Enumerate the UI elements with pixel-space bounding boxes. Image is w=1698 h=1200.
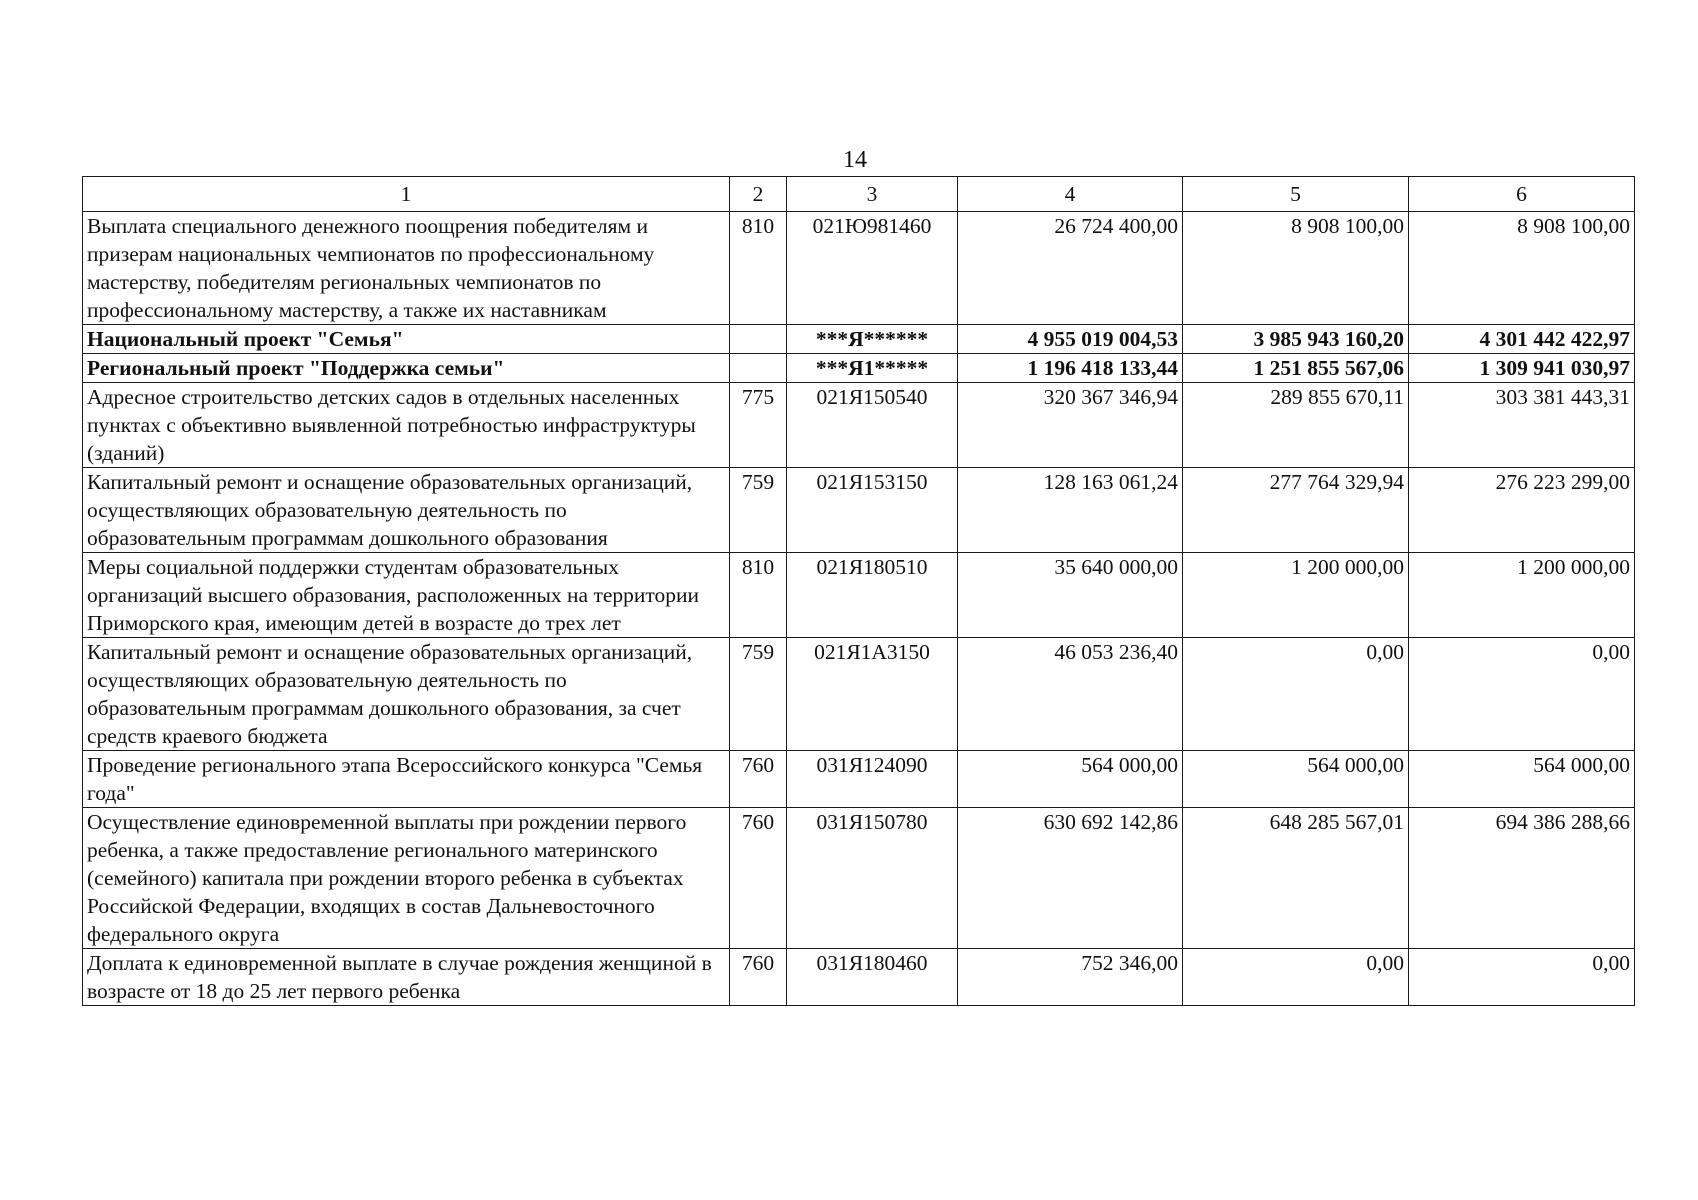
table-row — [83, 638, 1635, 751]
row-value-6: 694 386 288,66 — [1409, 808, 1635, 949]
row-code — [730, 354, 787, 383]
row-value-5: 1 200 000,00 — [1183, 553, 1409, 638]
row-csr: ***Я****** — [787, 325, 958, 354]
row-name: Капитальный ремонт и оснащение образовательных организаций, осуществляющих образовательную деятельность по образовательным программам дошкольного образования, за счет средств краевого бюджета — [83, 638, 730, 751]
budget-table — [82, 176, 1635, 1006]
row-value-5: 289 855 670,11 — [1183, 383, 1409, 468]
row-code: 760 — [730, 949, 787, 1006]
row-code: 759 — [730, 468, 787, 553]
row-name: Адресное строительство детских садов в отдельных населенных пунктах с объективно выявленной потребностью инфраструктуры (зданий) — [83, 383, 730, 468]
row-code: 810 — [730, 553, 787, 638]
row-csr: 031Я124090 — [787, 751, 958, 808]
table-row — [83, 212, 1635, 325]
table-row — [83, 949, 1635, 1006]
row-value-4: 320 367 346,94 — [958, 383, 1183, 468]
row-name: Меры социальной поддержки студентам образовательных организаций высшего образования, расположенных на территории Приморского края, имеющим детей в возрасте до трех лет — [83, 553, 730, 638]
row-value-5: 0,00 — [1183, 638, 1409, 751]
row-value-4: 752 346,00 — [958, 949, 1183, 1006]
row-code: 760 — [730, 808, 787, 949]
row-value-4: 26 724 400,00 — [958, 212, 1183, 325]
table-row-total — [83, 354, 1635, 383]
row-value-5: 648 285 567,01 — [1183, 808, 1409, 949]
table-row — [83, 468, 1635, 553]
row-name: Региональный проект "Поддержка семьи" — [83, 354, 730, 383]
row-code: 775 — [730, 383, 787, 468]
header-row — [83, 177, 1635, 212]
row-name: Осуществление единовременной выплаты при рождении первого ребенка, а также предоставление регионального материнского (семейного) капитала при рождении второго ребенка в субъектах Российской Федерации, входящих в состав Дальневосточного федерального округа — [83, 808, 730, 949]
table-row — [83, 383, 1635, 468]
row-value-4: 35 640 000,00 — [958, 553, 1183, 638]
row-csr: 021Я150540 — [787, 383, 958, 468]
table-row — [83, 751, 1635, 808]
header-col-1: 1 — [83, 177, 730, 212]
row-code: 810 — [730, 212, 787, 325]
row-value-5: 277 764 329,94 — [1183, 468, 1409, 553]
header-col-5: 5 — [1183, 177, 1409, 212]
header-col-4: 4 — [958, 177, 1183, 212]
row-value-6: 4 301 442 422,97 — [1409, 325, 1635, 354]
row-value-5: 8 908 100,00 — [1183, 212, 1409, 325]
row-csr: 021Я180510 — [787, 553, 958, 638]
row-code: 760 — [730, 751, 787, 808]
row-csr: ***Я1***** — [787, 354, 958, 383]
row-value-4: 564 000,00 — [958, 751, 1183, 808]
row-value-6: 1 309 941 030,97 — [1409, 354, 1635, 383]
row-value-5: 0,00 — [1183, 949, 1409, 1006]
row-code — [730, 325, 787, 354]
page-number: 14 — [843, 147, 867, 173]
table-row — [83, 553, 1635, 638]
row-value-6: 276 223 299,00 — [1409, 468, 1635, 553]
table-row — [83, 808, 1635, 949]
row-csr: 021Ю981460 — [787, 212, 958, 325]
row-value-6: 303 381 443,31 — [1409, 383, 1635, 468]
row-csr: 031Я180460 — [787, 949, 958, 1006]
row-value-6: 0,00 — [1409, 638, 1635, 751]
row-value-4: 630 692 142,86 — [958, 808, 1183, 949]
row-csr: 021Я1А3150 — [787, 638, 958, 751]
table-row-total — [83, 325, 1635, 354]
row-value-6: 564 000,00 — [1409, 751, 1635, 808]
row-name: Проведение регионального этапа Всероссийского конкурса "Семья года" — [83, 751, 730, 808]
row-csr: 021Я153150 — [787, 468, 958, 553]
header-col-2: 2 — [730, 177, 787, 212]
row-value-5: 564 000,00 — [1183, 751, 1409, 808]
header-col-3: 3 — [787, 177, 958, 212]
row-value-6: 0,00 — [1409, 949, 1635, 1006]
row-name: Капитальный ремонт и оснащение образовательных организаций, осуществляющих образовательную деятельность по образовательным программам дошкольного образования — [83, 468, 730, 553]
row-value-6: 1 200 000,00 — [1409, 553, 1635, 638]
row-value-4: 4 955 019 004,53 — [958, 325, 1183, 354]
row-value-5: 3 985 943 160,20 — [1183, 325, 1409, 354]
header-col-6: 6 — [1409, 177, 1635, 212]
row-value-4: 1 196 418 133,44 — [958, 354, 1183, 383]
row-value-4: 128 163 061,24 — [958, 468, 1183, 553]
row-name: Доплата к единовременной выплате в случае рождения женщиной в возрасте от 18 до 25 лет первого ребенка — [83, 949, 730, 1006]
row-name: Национальный проект "Семья" — [83, 325, 730, 354]
row-csr: 031Я150780 — [787, 808, 958, 949]
row-code: 759 — [730, 638, 787, 751]
row-value-4: 46 053 236,40 — [958, 638, 1183, 751]
row-value-5: 1 251 855 567,06 — [1183, 354, 1409, 383]
row-name: Выплата специального денежного поощрения победителям и призерам национальных чемпионатов по профессиональному мастерству, победителям региональных чемпионатов по профессиональному мастерству, а также их наставникам — [83, 212, 730, 325]
row-value-6: 8 908 100,00 — [1409, 212, 1635, 325]
